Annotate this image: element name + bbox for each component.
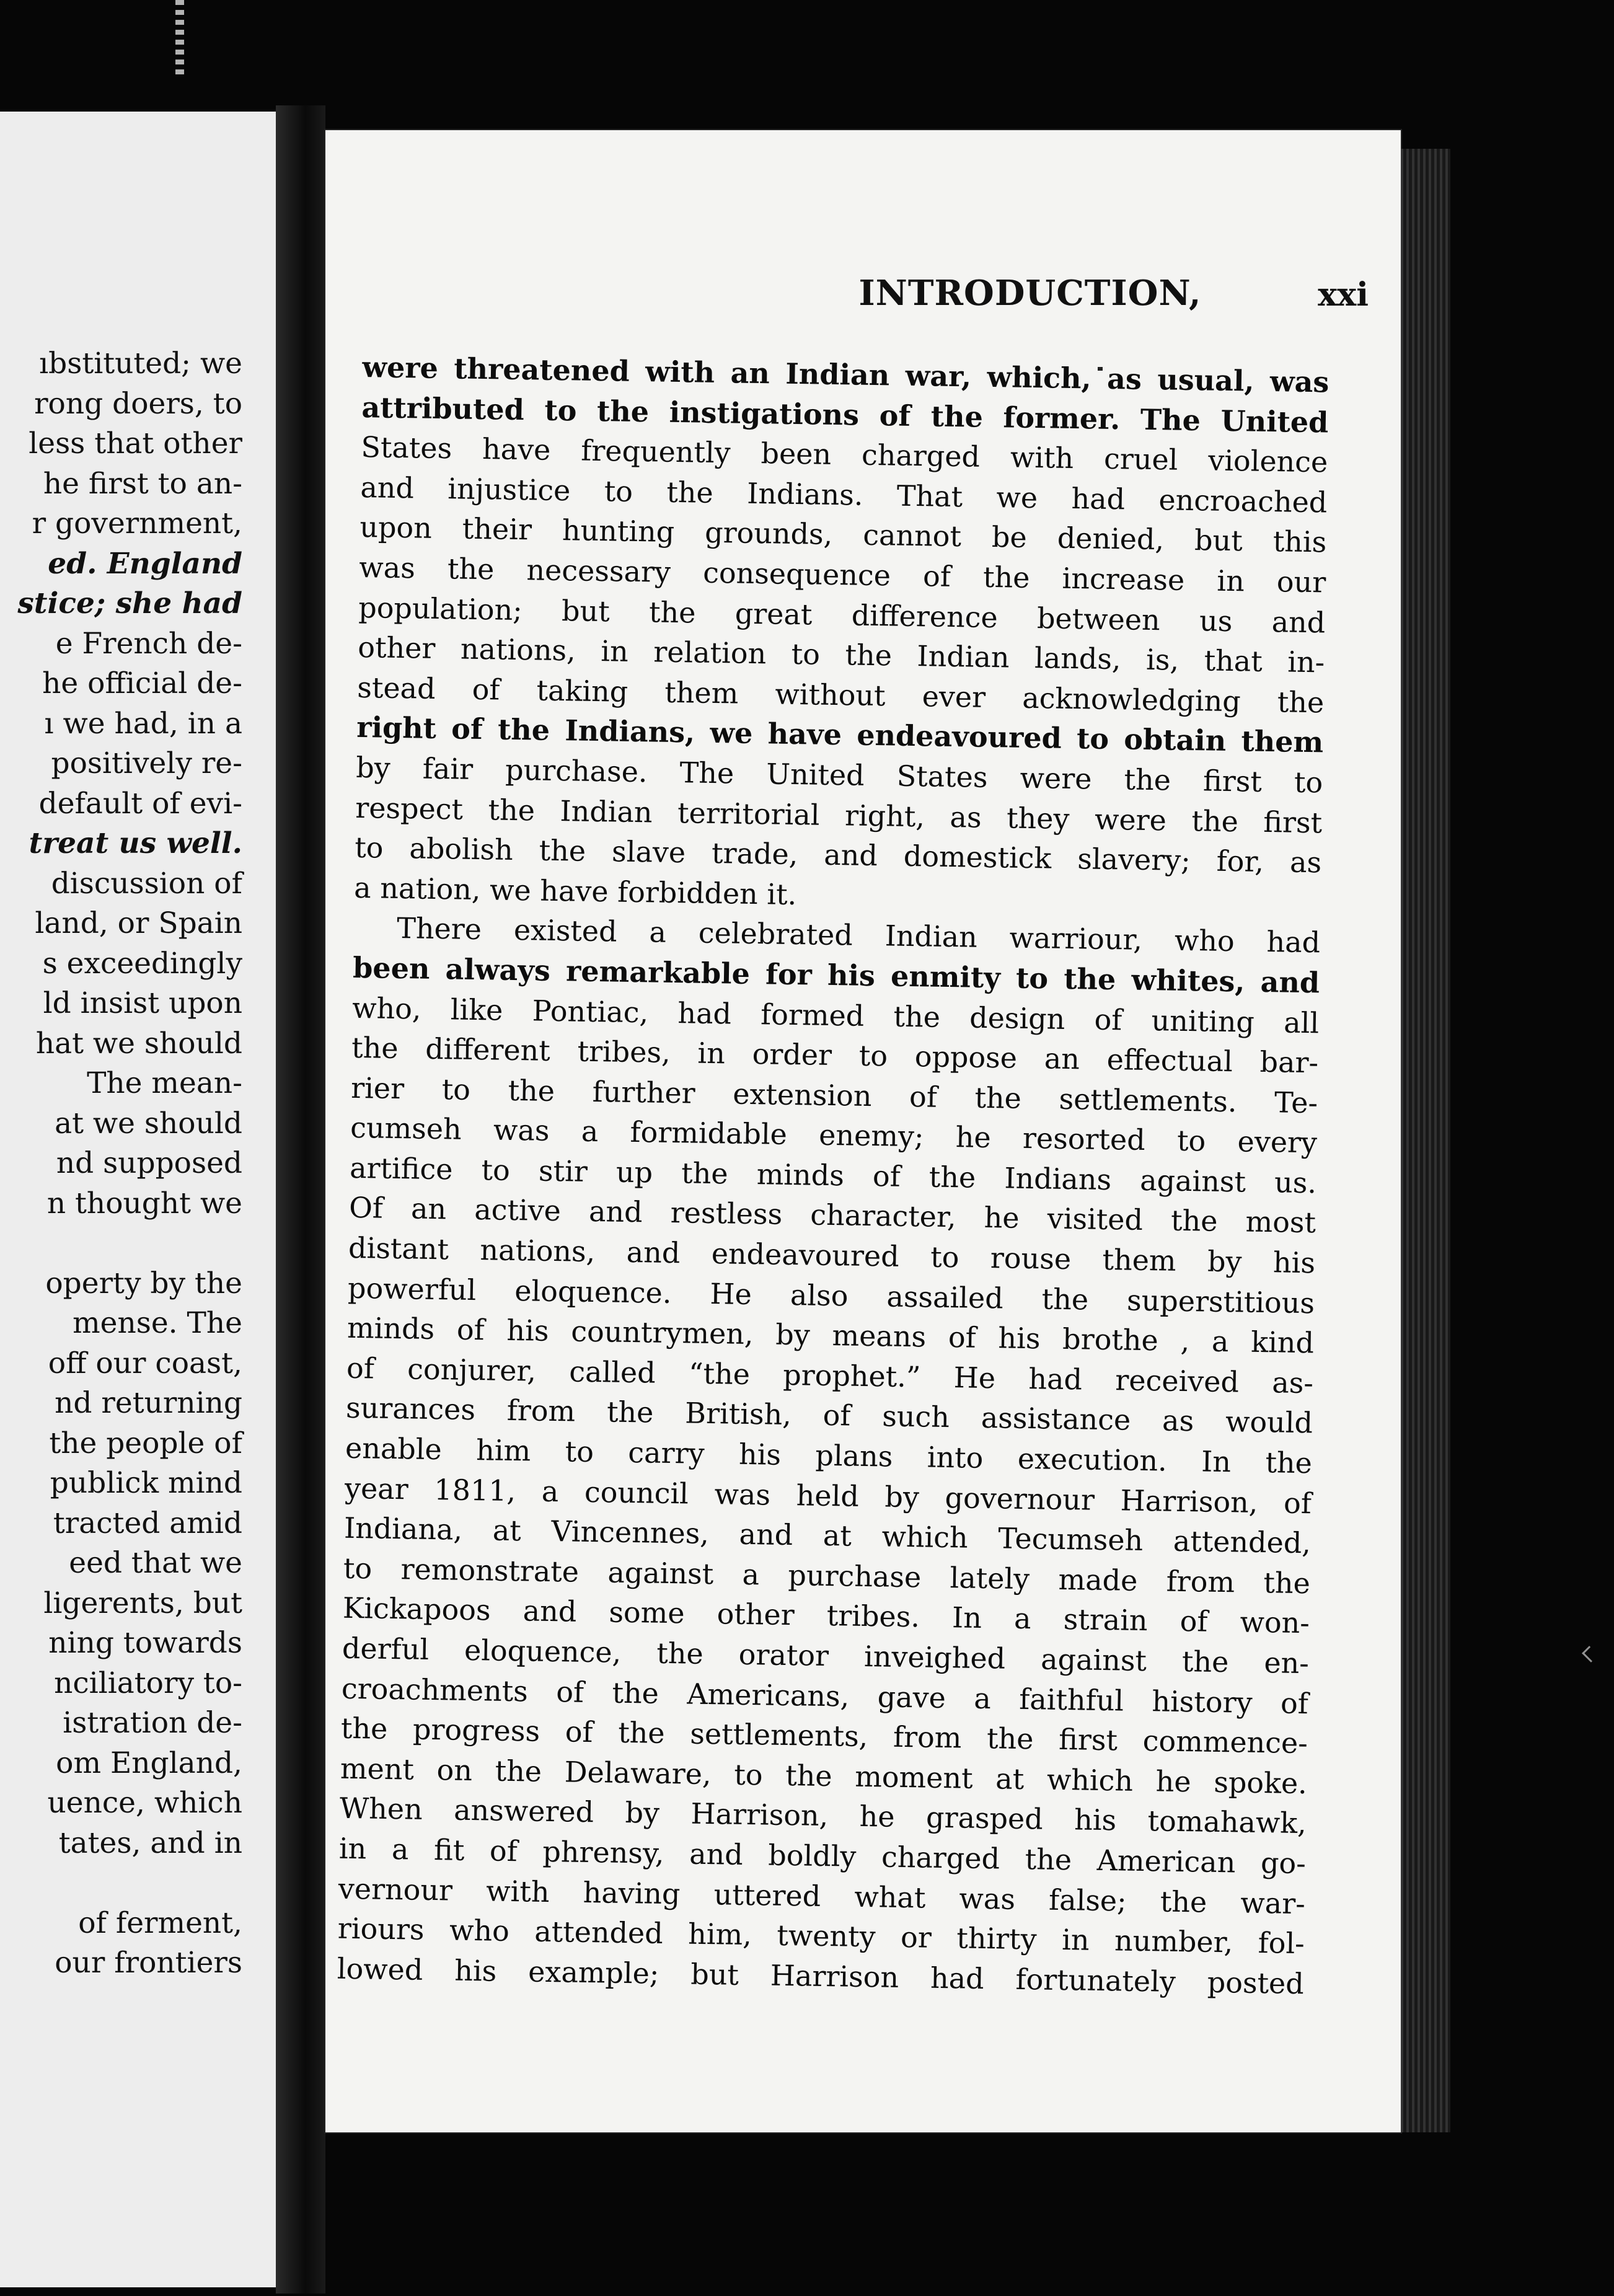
left-line bbox=[0, 824, 242, 864]
text-line: ment on the Delaware, to the moment at which he spoke. bbox=[340, 1751, 1308, 1800]
paragraph-start-line: There existed a celebrated Indian warriour, who had bbox=[396, 911, 1321, 960]
left-line: ligerents, but bbox=[43, 1586, 242, 1620]
left-line: ning towards bbox=[48, 1626, 242, 1660]
text-line: artifice to stir up the minds of the Indians against us. bbox=[349, 1150, 1317, 1200]
left-line-gap bbox=[0, 1224, 242, 1264]
book-gutter bbox=[276, 105, 325, 2294]
left-line: istration de- bbox=[63, 1706, 242, 1740]
text-line: the progress of the settlements, from the first commence- bbox=[340, 1711, 1308, 1760]
text-line: in a fit of phrensy, and boldly charged the American go- bbox=[338, 1831, 1307, 1881]
text-line: to abolish the slave trade, and domestick slavery; for, as bbox=[354, 831, 1322, 880]
left-line: off our coast, bbox=[48, 1346, 242, 1380]
text-line: a nation, we have forbidden it. bbox=[353, 870, 797, 911]
left-line-italic: stice; she had bbox=[17, 586, 242, 620]
left-line: n thought we bbox=[46, 1186, 242, 1221]
left-line: less that other bbox=[29, 426, 242, 461]
left-page-text bbox=[0, 344, 242, 1984]
body-text bbox=[337, 347, 1329, 2004]
left-line: operty by the bbox=[45, 1266, 242, 1300]
text-line: minds of his countrymen, by means of his brothe , a kind bbox=[346, 1311, 1315, 1360]
left-line: our frontiers bbox=[55, 1946, 242, 1980]
text-line: right of the Indians, we have endeavoured to obtain them bbox=[356, 710, 1324, 759]
left-line: r government, bbox=[32, 506, 242, 541]
left-line: eed that we bbox=[69, 1546, 242, 1580]
left-line: rong doers, to bbox=[34, 386, 242, 421]
left-page bbox=[0, 112, 276, 2287]
text-line: respect the Indian territorial right, as they were the first bbox=[355, 790, 1323, 839]
left-line: publick mind bbox=[50, 1466, 242, 1500]
text-line: was the necessary consequence of the increase in our bbox=[359, 550, 1326, 599]
left-line-italic: ed. England bbox=[48, 546, 242, 581]
left-line bbox=[0, 584, 242, 624]
left-line: s exceedingly bbox=[42, 946, 242, 981]
text-line: attributed to the instigations of the former. The United bbox=[361, 390, 1329, 439]
text-line: of conjurer, called “the prophet.” He had received as- bbox=[346, 1351, 1314, 1400]
text-line: Indiana, at Vincennes, and at which Tecumseh attended, bbox=[343, 1511, 1312, 1560]
left-line-italic: treat us well. bbox=[29, 826, 242, 860]
text-line: the different tribes, in order to oppose an effectual bar- bbox=[351, 1030, 1319, 1080]
left-line: ıbstituted; we bbox=[39, 347, 242, 381]
text-line: upon their hunting grounds, cannot be denied, but this bbox=[359, 510, 1327, 559]
left-line: of ferment, bbox=[78, 1905, 242, 1940]
text-line: were threatened with an Indian war, which, as usual, was bbox=[362, 350, 1330, 399]
left-line: nd supposed bbox=[56, 1146, 242, 1180]
text-line: by fair purchase. The United States were the first to bbox=[355, 750, 1323, 800]
left-line: tates, and in bbox=[58, 1826, 242, 1860]
left-line: e French de- bbox=[55, 626, 242, 661]
text-line: population; but the great difference between us and bbox=[358, 590, 1326, 640]
text-line: distant nations, and endeavoured to rouse them by his bbox=[348, 1230, 1316, 1280]
left-line: om England, bbox=[56, 1746, 242, 1780]
text-line: year 1811, a council was held by governour Harrison, of bbox=[344, 1471, 1312, 1520]
text-line: cumseh was a formidable enemy; he resorted to every bbox=[350, 1111, 1318, 1160]
left-line: nd returning bbox=[55, 1386, 242, 1420]
left-line: positively re- bbox=[51, 746, 242, 780]
edge-mark bbox=[1582, 1646, 1599, 1662]
text-line: and injustice to the Indians. That we had encroached bbox=[360, 470, 1328, 519]
text-line: croachments of the Americans, gave a faithful history of bbox=[341, 1671, 1309, 1720]
text-line: States have frequently been charged with cruel violence bbox=[361, 430, 1328, 479]
left-line: mense. The bbox=[73, 1306, 242, 1340]
left-line-gap bbox=[0, 1863, 242, 1904]
page-edges bbox=[1401, 149, 1450, 2132]
text-line: When answered by Harrison, he grasped his tomahawk, bbox=[339, 1791, 1307, 1840]
left-line: The mean- bbox=[87, 1066, 242, 1100]
text-line: to remonstrate against a purchase lately made from the bbox=[343, 1551, 1311, 1601]
left-line: discussion of bbox=[51, 866, 242, 901]
text-line: enable him to carry his plans into execution. In the bbox=[345, 1431, 1313, 1480]
left-line bbox=[0, 544, 242, 585]
left-line: the people of bbox=[49, 1426, 242, 1460]
right-page bbox=[325, 130, 1401, 2132]
left-line: at we should bbox=[55, 1106, 242, 1141]
left-line: ld insist upon bbox=[43, 986, 242, 1020]
film-mark bbox=[175, 0, 184, 74]
text-line: Kickapoos and some other tribes. In a strain of won- bbox=[342, 1591, 1310, 1640]
text-line: other nations, in relation to the Indian lands, is, that in- bbox=[357, 630, 1325, 679]
text-line: stead of taking them without ever acknowledging the bbox=[356, 670, 1325, 720]
left-line: ı we had, in a bbox=[44, 706, 242, 741]
text-line: derful eloquence, the orator inveighed against the en- bbox=[342, 1631, 1310, 1680]
page-number: xxi bbox=[1318, 276, 1369, 314]
text-line: who, like Pontiac, had formed the design of uniting all bbox=[351, 991, 1320, 1040]
left-line: hat we should bbox=[35, 1026, 242, 1061]
text-line: lowed his example; but Harrison had fortunately posted bbox=[337, 1951, 1305, 2000]
running-head: INTRODUCTION, bbox=[858, 273, 1202, 314]
text-line: rier to the further extension of the settlements. Te- bbox=[350, 1071, 1318, 1120]
left-line: nciliatory to- bbox=[54, 1666, 242, 1700]
text-line: been always remarkable for his enmity to the whites, and bbox=[352, 950, 1320, 1000]
left-line: default of evi- bbox=[38, 786, 242, 821]
text-line: vernour with having uttered what was false; the war- bbox=[338, 1871, 1306, 1920]
left-line: uence, which bbox=[47, 1786, 242, 1820]
text-line: riours who attended him, twenty or thirty in number, fol- bbox=[337, 1911, 1305, 1961]
text-line: powerful eloquence. He also assailed the superstitious bbox=[347, 1271, 1315, 1320]
left-line: he official de- bbox=[42, 666, 242, 700]
text-line: Of an active and restless character, he visited the most bbox=[348, 1191, 1316, 1240]
left-line: he first to an- bbox=[43, 466, 242, 501]
left-line: land, or Spain bbox=[35, 906, 242, 940]
text-line: surances from the British, of such assistance as would bbox=[345, 1391, 1313, 1440]
left-line: tracted amid bbox=[53, 1506, 242, 1540]
